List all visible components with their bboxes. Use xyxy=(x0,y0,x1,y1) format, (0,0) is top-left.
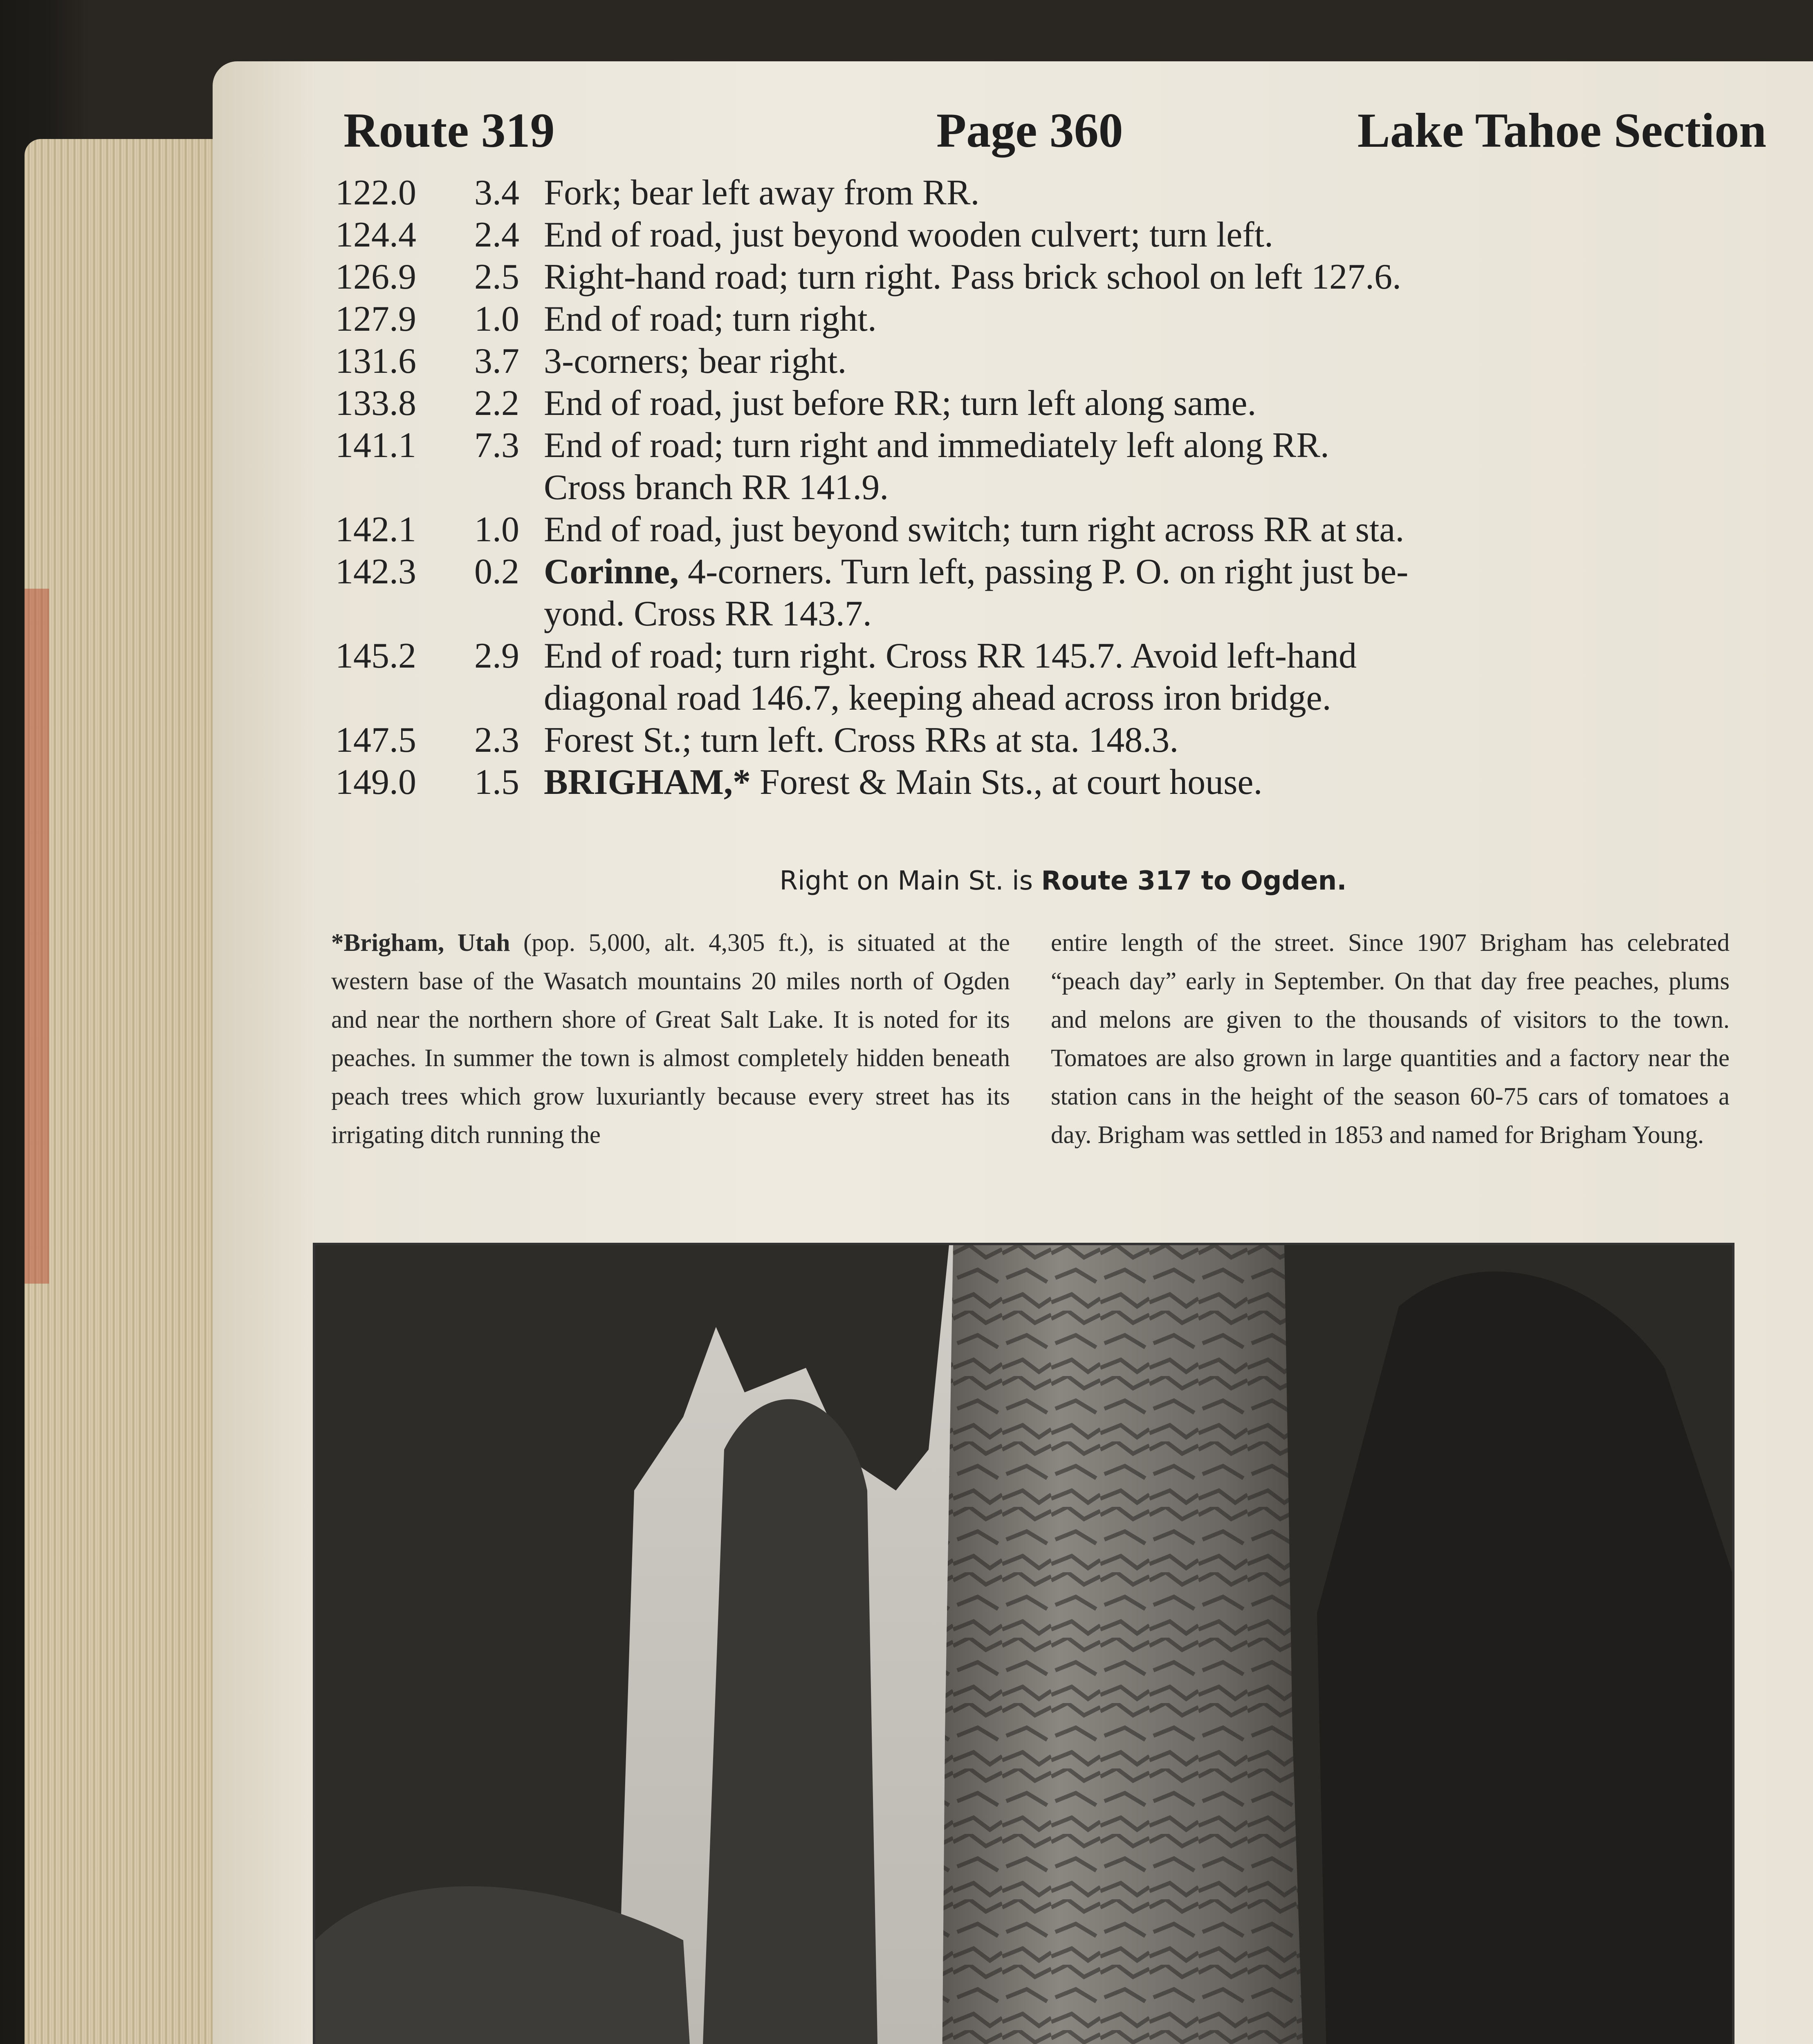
direction-text xyxy=(544,635,1791,677)
distance: 3.4 xyxy=(474,173,519,213)
route-entry xyxy=(335,761,1791,803)
mileage: 142.3 xyxy=(335,552,416,592)
distance: 2.2 xyxy=(474,383,519,423)
direction-text xyxy=(544,298,1791,340)
tree-photograph xyxy=(313,1243,1734,2044)
mileage: 141.1 xyxy=(335,426,416,465)
route-entry xyxy=(335,424,1791,466)
direction-detail: Right-hand road; turn right. Pass brick school on left 127.6. xyxy=(544,257,1402,297)
distance: 7.3 xyxy=(474,426,519,465)
direction-text xyxy=(544,424,1791,466)
distance: 2.9 xyxy=(474,636,519,676)
direction-detail: End of road, just beyond wooden culvert; turn left. xyxy=(544,215,1274,255)
direction-text xyxy=(544,382,1791,424)
direction-detail: Fork; bear left away from RR. xyxy=(544,173,980,213)
route-entry xyxy=(335,635,1791,677)
distance: 1.0 xyxy=(474,510,519,549)
direction-detail: End of road; turn right and immediately left along RR. xyxy=(544,426,1329,465)
direction-detail: Forest St.; turn left. Cross RRs at sta. 148.3. xyxy=(544,720,1179,760)
direction-text xyxy=(544,340,1791,382)
route-entry xyxy=(335,719,1791,761)
mileage: 124.4 xyxy=(335,215,416,255)
direction-text xyxy=(544,761,1791,803)
direction-detail: End of road; turn right. Cross RR 145.7. Avoid left-hand xyxy=(544,636,1357,676)
direction-text xyxy=(544,719,1791,761)
direction-detail: 4-corners. Turn left, passing P. O. on right just be- xyxy=(679,552,1409,592)
section-title: Lake Tahoe Section xyxy=(1357,103,1766,157)
mileage: 149.0 xyxy=(335,762,416,802)
direction-text xyxy=(544,509,1791,551)
page-header xyxy=(343,102,1766,176)
page-number: Page 360 xyxy=(936,103,1123,157)
place-name: BRIGHAM,* xyxy=(544,762,751,802)
mileage: 133.8 xyxy=(335,383,416,423)
distance: 0.2 xyxy=(474,552,519,592)
mileage: 126.9 xyxy=(335,257,416,297)
route-entry xyxy=(335,214,1791,256)
route-entry-continuation: Cross branch RR 141.9. xyxy=(544,468,889,507)
direction-detail: 3-corners; bear right. xyxy=(544,341,847,381)
mileage: 127.9 xyxy=(335,299,416,339)
mileage: 147.5 xyxy=(335,720,416,760)
route-number: Route 319 xyxy=(343,103,555,157)
distance: 2.5 xyxy=(474,257,519,297)
route-entry xyxy=(335,509,1791,551)
route-entry-continuation: diagonal road 146.7, keeping ahead across iron bridge. xyxy=(544,678,1331,718)
direction-text xyxy=(544,214,1791,256)
direction-detail: End of road, just before RR; turn left along same. xyxy=(544,383,1257,423)
mileage: 145.2 xyxy=(335,636,416,676)
distance: 2.4 xyxy=(474,215,519,255)
distance: 3.7 xyxy=(474,341,519,381)
place-name: Corinne, xyxy=(544,552,679,592)
footnote-left-text: (pop. 5,000, alt. 4,305 ft.), is situated at the western base of the Wasatch mountains 20 miles north of Ogden and near the northern shore of Great Salt Lake. It is noted for its peaches. In summer the town is almost completely hidden beneath peach trees which grow luxuriantly because every street has its irrigating ditch running the xyxy=(331,929,1010,1149)
route-entry xyxy=(335,382,1791,424)
route-note-link: Route 317 to Ogden. xyxy=(1041,866,1347,896)
book-page xyxy=(213,61,1813,2044)
route-entry xyxy=(335,551,1791,593)
route-entry xyxy=(335,172,1791,214)
direction-detail: End of road; turn right. xyxy=(544,299,877,339)
distance: 1.5 xyxy=(474,762,519,802)
footnote-right-column: entire length of the street. Since 1907 Brigham has celebrated “peach day” early in September. On that day free peaches, plums and melons are given to the thousands of visitors to the town. Tomatoes are also grown in large quantities and a factory near the station cans in the height of the season 60-75 cars of tomatoes a day. Brigham was settled in 1853 and named for Brigham Young. xyxy=(1051,929,1730,1149)
tree-photo-svg xyxy=(315,1245,1732,2044)
direction-text xyxy=(544,551,1791,593)
footnote-lead: *Brigham, Utah xyxy=(331,929,510,957)
mileage: 131.6 xyxy=(335,341,416,381)
direction-detail: End of road, just beyond switch; turn right across RR at sta. xyxy=(544,510,1405,549)
distance: 2.3 xyxy=(474,720,519,760)
mileage: 142.1 xyxy=(335,510,416,549)
route-entry xyxy=(335,256,1791,298)
direction-text xyxy=(544,256,1791,298)
route-entry xyxy=(335,298,1791,340)
direction-text xyxy=(544,172,1791,214)
distance: 1.0 xyxy=(474,299,519,339)
direction-detail: Forest & Main Sts., at court house. xyxy=(751,762,1263,802)
page-edge-stain xyxy=(25,589,49,1284)
mileage: 122.0 xyxy=(335,173,416,213)
route-note xyxy=(335,866,1791,896)
route-note-prefix: Right on Main St. is xyxy=(779,866,1041,896)
route-entry xyxy=(335,340,1791,382)
route-entry-continuation: yond. Cross RR 143.7. xyxy=(544,594,872,634)
route-directions xyxy=(335,172,1791,803)
footnote-left-column xyxy=(331,924,1010,1154)
